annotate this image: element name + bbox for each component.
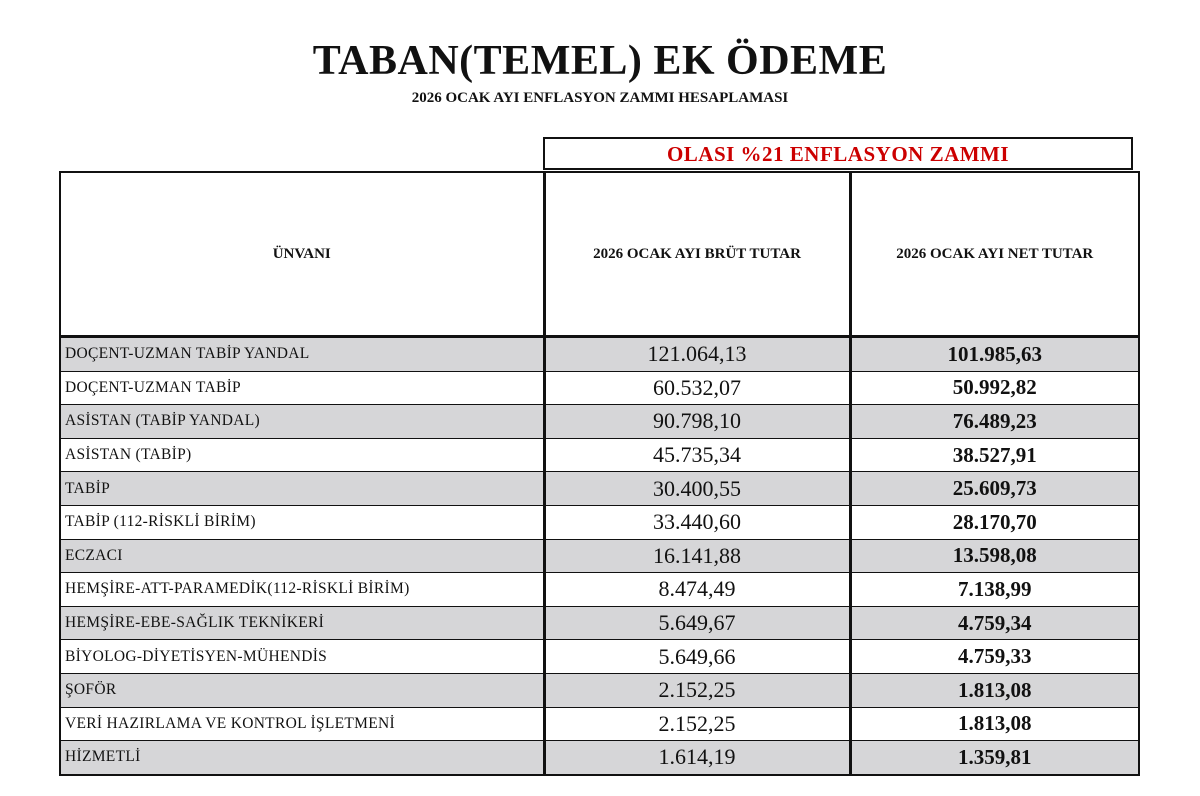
row-title: TABİP (112-RİSKLİ BİRİM) bbox=[60, 505, 544, 539]
row-gross: 60.532,07 bbox=[544, 371, 850, 405]
row-net: 7.138,99 bbox=[850, 573, 1139, 607]
row-net: 28.170,70 bbox=[850, 505, 1139, 539]
row-title: ASİSTAN (TABİP) bbox=[60, 438, 544, 472]
table-row bbox=[60, 438, 1139, 472]
row-gross: 1.614,19 bbox=[544, 741, 850, 775]
row-title: ECZACI bbox=[60, 539, 544, 573]
row-title: BİYOLOG-DİYETİSYEN-MÜHENDİS bbox=[60, 640, 544, 674]
row-net: 13.598,08 bbox=[850, 539, 1139, 573]
row-title: DOÇENT-UZMAN TABİP bbox=[60, 371, 544, 405]
table-row bbox=[60, 371, 1139, 405]
row-net: 25.609,73 bbox=[850, 472, 1139, 506]
table-row bbox=[60, 741, 1139, 775]
table-row bbox=[60, 405, 1139, 439]
row-net: 76.489,23 bbox=[850, 405, 1139, 439]
payment-table bbox=[59, 171, 1140, 776]
row-gross: 33.440,60 bbox=[544, 505, 850, 539]
row-net: 38.527,91 bbox=[850, 438, 1139, 472]
column-header-title: ÜNVANI bbox=[60, 172, 544, 337]
row-gross: 5.649,67 bbox=[544, 606, 850, 640]
table-row bbox=[60, 337, 1139, 372]
row-net: 1.813,08 bbox=[850, 707, 1139, 741]
table-header-row bbox=[60, 172, 1139, 337]
row-gross: 121.064,13 bbox=[544, 337, 850, 372]
page-subtitle: 2026 OCAK AYI ENFLASYON ZAMMI HESAPLAMASI bbox=[411, 90, 789, 106]
row-title: DOÇENT-UZMAN TABİP YANDAL bbox=[60, 337, 544, 372]
row-net: 4.759,33 bbox=[850, 640, 1139, 674]
table-row bbox=[60, 505, 1139, 539]
table-row bbox=[60, 472, 1139, 506]
inflation-banner: OLASI %21 ENFLASYON ZAMMI bbox=[543, 137, 1133, 170]
row-gross: 2.152,25 bbox=[544, 707, 850, 741]
row-gross: 8.474,49 bbox=[544, 573, 850, 607]
row-gross: 30.400,55 bbox=[544, 472, 850, 506]
row-net: 50.992,82 bbox=[850, 371, 1139, 405]
row-title: HEMŞİRE-ATT-PARAMEDİK(112-RİSKLİ BİRİM) bbox=[60, 573, 544, 607]
row-title: HEMŞİRE-EBE-SAĞLIK TEKNİKERİ bbox=[60, 606, 544, 640]
table-row bbox=[60, 606, 1139, 640]
table-row bbox=[60, 573, 1139, 607]
row-net: 4.759,34 bbox=[850, 606, 1139, 640]
row-gross: 5.649,66 bbox=[544, 640, 850, 674]
column-header-gross: 2026 OCAK AYI BRÜT TUTAR bbox=[544, 172, 850, 337]
row-gross: 16.141,88 bbox=[544, 539, 850, 573]
row-net: 1.359,81 bbox=[850, 741, 1139, 775]
page-title: TABAN(TEMEL) EK ÖDEME bbox=[312, 38, 888, 84]
row-title: VERİ HAZIRLAMA VE KONTROL İŞLETMENİ bbox=[60, 707, 544, 741]
table-row bbox=[60, 539, 1139, 573]
row-gross: 45.735,34 bbox=[544, 438, 850, 472]
row-title: HİZMETLİ bbox=[60, 741, 544, 775]
row-net: 101.985,63 bbox=[850, 337, 1139, 372]
row-net: 1.813,08 bbox=[850, 673, 1139, 707]
row-title: ŞOFÖR bbox=[60, 673, 544, 707]
table-row bbox=[60, 707, 1139, 741]
table-row bbox=[60, 640, 1139, 674]
row-title: TABİP bbox=[60, 472, 544, 506]
row-gross: 2.152,25 bbox=[544, 673, 850, 707]
row-gross: 90.798,10 bbox=[544, 405, 850, 439]
row-title: ASİSTAN (TABİP YANDAL) bbox=[60, 405, 544, 439]
column-header-net: 2026 OCAK AYI NET TUTAR bbox=[850, 172, 1139, 337]
table-row bbox=[60, 673, 1139, 707]
